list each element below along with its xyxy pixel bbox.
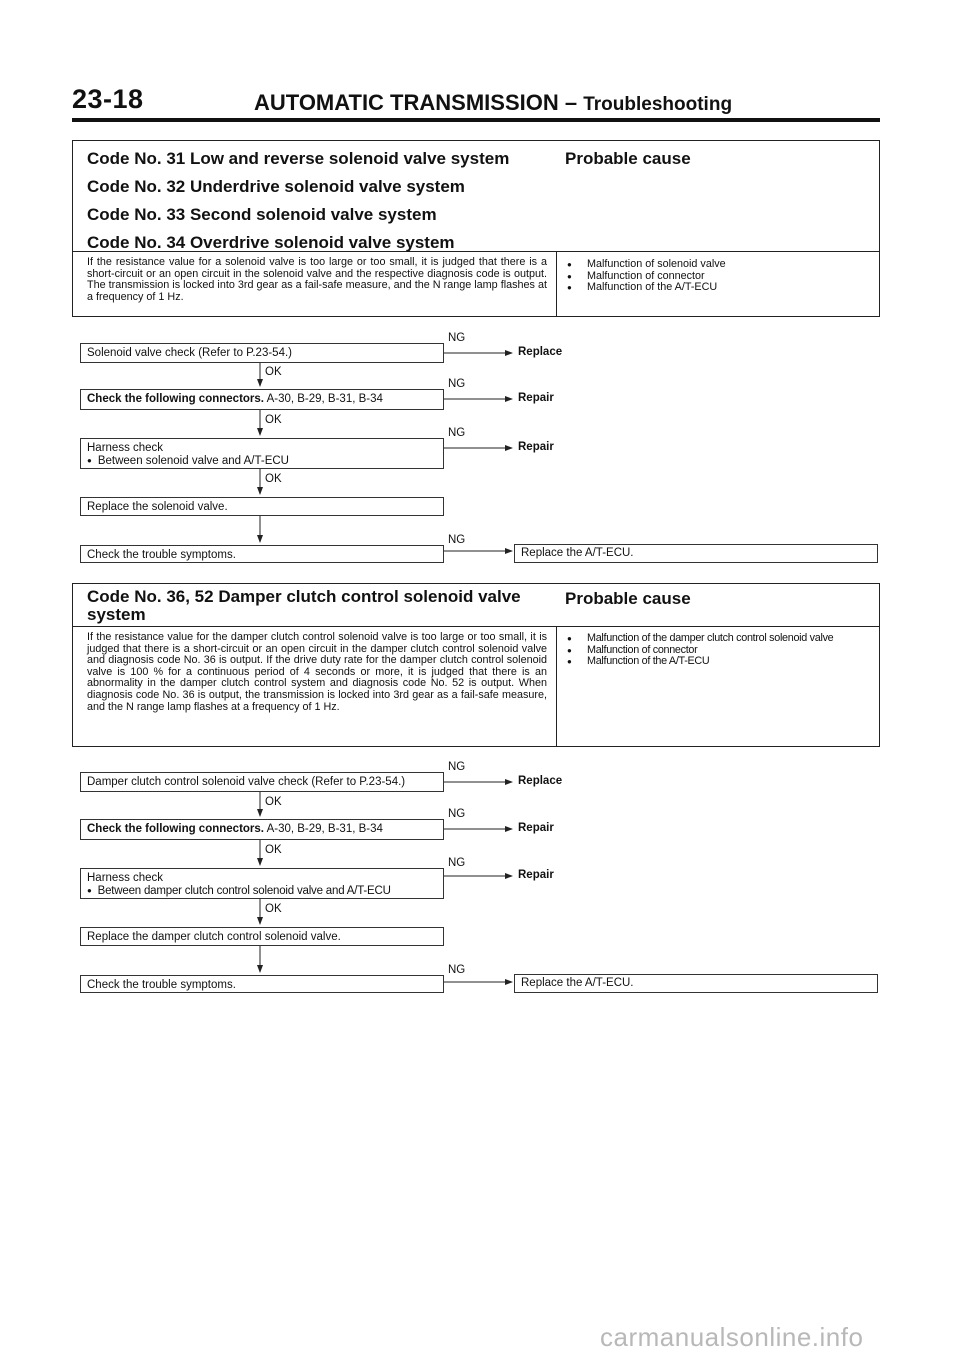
s2-harness-title: Harness check — [87, 872, 164, 884]
s2-ng-label: NG — [448, 808, 466, 820]
s2-step-damper-check: Damper clutch control solenoid valve check (Refer to P.23-54.) — [80, 772, 444, 792]
section2-code-line2: system — [87, 605, 146, 624]
section1-code-33: Code No. 33 Second solenoid valve system — [87, 205, 437, 224]
s2-ok-label: OK — [265, 796, 282, 808]
section2-cause-item: ● Malfunction of connector — [567, 645, 833, 657]
s1-result-replace-ecu: Replace the A/T-ECU. — [514, 544, 878, 563]
section2-header-row — [73, 584, 879, 627]
s1-result-repair: Repair — [518, 392, 554, 404]
s1-ok-label: OK — [265, 473, 282, 485]
section2-code-line1: Code No. 36, 52 Damper clutch control solenoid valve — [87, 587, 521, 606]
s2-ok-label: OK — [265, 844, 282, 856]
section2-cause-item: ● Malfunction of the A/T-ECU — [567, 656, 833, 668]
s1-step-solenoid-check: Solenoid valve check (Refer to P.23-54.) — [80, 343, 444, 363]
s1-harness-detail: ● Between solenoid valve and A/T-ECU — [87, 455, 437, 468]
s1-ng-label: NG — [448, 534, 466, 546]
s2-step-harness-check — [80, 868, 444, 899]
title-main: AUTOMATIC TRANSMISSION — [254, 90, 559, 115]
s1-step-connector-check — [80, 389, 444, 410]
section2-table — [72, 583, 880, 747]
s1-result-replace: Replace — [518, 346, 563, 358]
s1-ng-label: NG — [448, 332, 466, 344]
section1-cause-item: ● Malfunction of the A/T-ECU — [567, 282, 726, 294]
page-number: 23-18 — [72, 84, 144, 114]
s2-result-replace: Replace — [518, 775, 563, 787]
s2-result-repair: Repair — [518, 869, 554, 881]
section2-cause-item: ● Malfunction of the damper clutch control solenoid valve — [567, 633, 833, 645]
title-sub: Troubleshooting — [583, 94, 733, 115]
section1-description: If the resistance value for a solenoid valve is too large or too small, it is judged that there is a short-circuit or an open circuit in the solenoid valve and the respective diagnosis code is output. The transmission is locked into 3rd gear as a fail-safe measure, and the N range lamp flashes at a frequency of 1 Hz. — [87, 256, 547, 303]
s2-connector-check-bold: Check the following connectors. — [87, 823, 264, 835]
s1-ok-label: OK — [265, 414, 282, 426]
s2-result-replace-ecu: Replace the A/T-ECU. — [514, 974, 878, 993]
s1-step-harness-check — [80, 438, 444, 469]
s1-ng-label: NG — [448, 378, 466, 390]
s2-connector-list: A-30, B-29, B-31, B-34 — [266, 823, 383, 835]
s2-ng-label: NG — [448, 964, 466, 976]
section2-probable-cause-label: Probable cause — [565, 589, 691, 608]
s1-result-repair: Repair — [518, 441, 554, 453]
section2-code-title — [87, 588, 521, 624]
section1-cause-item: ● Malfunction of connector — [567, 271, 726, 283]
s1-ok-label: OK — [265, 366, 282, 378]
section1-code-34: Code No. 34 Overdrive solenoid valve system — [87, 233, 455, 252]
section2-cause-list — [567, 633, 833, 668]
s2-harness-detail: ● Between damper clutch control solenoid valve and A/T-ECU — [87, 885, 437, 898]
section1-code-32: Code No. 32 Underdrive solenoid valve system — [87, 177, 465, 196]
s1-step-replace-solenoid: Replace the solenoid valve. — [80, 497, 444, 516]
s2-ok-label: OK — [265, 903, 282, 915]
s1-ng-label: NG — [448, 427, 466, 439]
title-dash: – — [564, 90, 578, 115]
s1-harness-title: Harness check — [87, 442, 164, 454]
section2-description: If the resistance value for the damper clutch control solenoid valve is too large or too small, it is judged that there is a short-circuit or an open circuit in the damper clutch control solenoid valve and diagnosis code No. 36 is output. If the drive duty rate for the damper clutch control solenoid valve is 100 % for a continuous period of 4 seconds or more, it is judged that there is an abnormality in the damper clutch control system and diagnosis code No. 52 is output. When diagnosis code No. 36 is output, the transmission is locked into 3rd gear as a fail-safe measure, and the N range lamp flashes at a frequency of 1 Hz. — [87, 631, 547, 713]
s2-step-connector-check — [80, 819, 444, 840]
s1-step-check-symptoms: Check the trouble symptoms. — [80, 545, 444, 563]
section1-probable-cause-label: Probable cause — [565, 149, 691, 168]
s2-ng-label: NG — [448, 761, 466, 773]
s1-connector-list: A-30, B-29, B-31, B-34 — [266, 393, 383, 405]
s1-connector-check-bold: Check the following connectors. — [87, 393, 264, 405]
s2-result-repair: Repair — [518, 822, 554, 834]
s2-step-replace-damper-valve: Replace the damper clutch control solenoid valve. — [80, 927, 444, 946]
footer-watermark: carmanualsonline.info — [600, 1322, 864, 1352]
section1-code-31: Code No. 31 Low and reverse solenoid valve system — [87, 149, 510, 168]
section2-divider — [556, 626, 557, 746]
s2-step-check-symptoms: Check the trouble symptoms. — [80, 975, 444, 993]
s2-ng-label: NG — [448, 857, 466, 869]
section1-cause-item: ● Malfunction of solenoid valve — [567, 259, 726, 271]
